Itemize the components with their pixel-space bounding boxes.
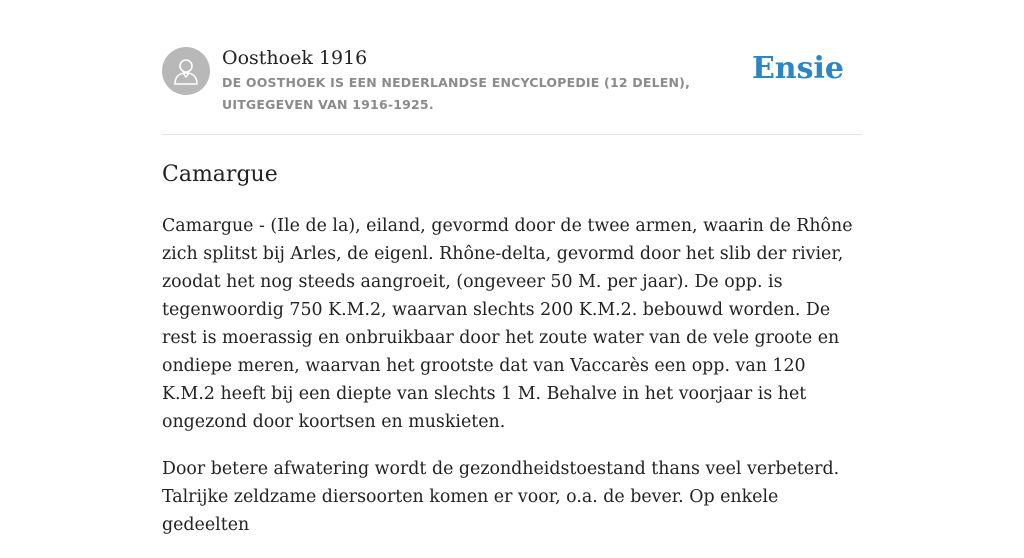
ensie-logo[interactable]: Ensie (751, 51, 844, 86)
source-description: DE OOSTHOEK IS EEN NEDERLANDSE ENCYCLOPEDIE (12 DELEN), UITGEGEVEN VAN 1916-1925. (222, 75, 691, 112)
source-avatar[interactable] (162, 47, 210, 95)
article-paragraph: Camargue - (Ile de la), eiland, gevormd door de twee armen, waarin de Rhône zich splitst bij Arles, de eigenl. Rhône-delta, gevormd door het slib der rivier, zoodat het nog steeds aangroeit, (ongeveer 50 M. per jaar). De opp. is tegenwoordig 750 K.M.2, waarvan slechts 200 K.M.2. bebouwd worden. De rest is moerassig en onbruikbaar door het zoute water van de vele groote en ondiepe meren, waarvan het grootste dat van Vaccarès een opp. van 120 K.M.2 heeft bij een diepte van slechts 1 M. Behalve in het voorjaar is het ongezond door koortsen en muskieten. (162, 216, 853, 432)
article-body (162, 212, 862, 558)
user-avatar-icon (172, 56, 200, 86)
article-paragraph: Door betere afwatering wordt de gezondheidstoestand thans veel verbeterd. Talrijke zeldzame diersoorten komen er voor, o.a. de bever. Op enkele gedeelten (162, 459, 840, 535)
source-title[interactable]: Oosthoek 1916 (222, 47, 368, 69)
source-header (162, 45, 862, 135)
article-title: Camargue (162, 162, 278, 187)
